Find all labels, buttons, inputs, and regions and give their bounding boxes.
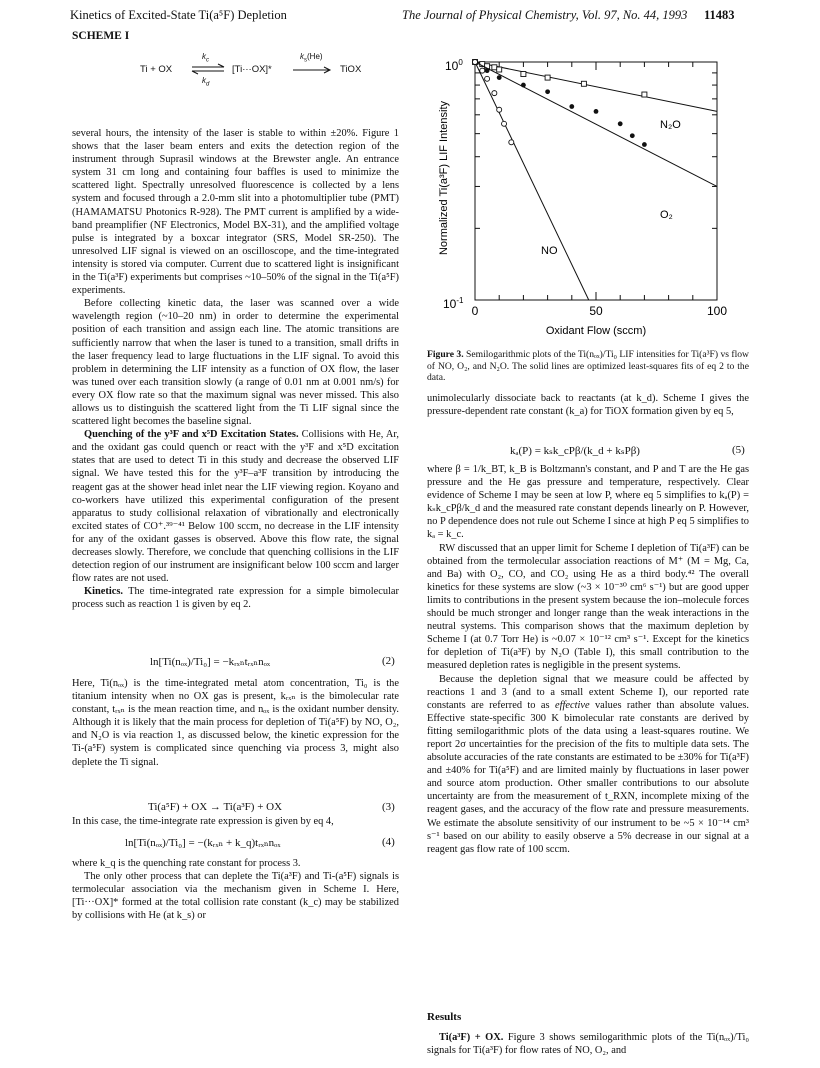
- scheme-product: TiOX: [340, 64, 362, 75]
- scheme-title: SCHEME I: [72, 30, 130, 42]
- paragraph: several hours, the intensity of the laser is stable to within ±20%. Figure 1 shows that the laser beam enters and exits the detection region of the instrument through Suprasil windows at the Brewster angle. An entrance system 31 cm long and containing four baffles is used to minimize the scattered light. Spectrally unresolved fluorescence is collected by a lens system and focused through a 2.0-mm slit into a photomultiplier tube (PMT) (HAMAMATSU Photonics R-928). The PMT current is amplified by a wide-band preamplifier (NF Electronics, Model BX-31), and the amplified voltage pulse is integrated by a boxcar integrator (SRS, Model SR-250). The unresolved LIF signal is viewed on an oscilloscope, and the time-integrated intensity is stored via computer. Current due to scattered light is insignificant in the Ti(a³F) experiments but comprises ~10–50% of the signal in the Ti(a⁵F) experiments.: [72, 128, 399, 297]
- equation-5: kₐ(P) = kₛk_cPβ/(k_d + kₛPβ): [510, 445, 640, 457]
- paragraph: Here, Ti(nₒₓ) is the time-integrated metal atom concentration, Ti₀ is the titanium intensity when no OX gas is present, kᵣₓₙ is the bimolecular rate constant, tᵣₓₙ is the mean reaction time, and nₒₓ is the oxidant number density. Although it is likely that the main process for depletion of Ti(a⁵F) by NO, O₂, and N₂O is via reaction 1, as discussed below, the kinetic expression for the Ti-(a⁵F) system is complicated since quenching via process 3, might also deplete the Ti signal.: [72, 678, 399, 768]
- y-tick-top: $10^0$: [445, 58, 463, 73]
- right-column: [427, 392, 749, 418]
- data-point-no: [502, 121, 507, 126]
- data-point-n2o: [642, 92, 647, 97]
- paragraph: The only other process that can deplete the Ti(a³F) and Ti-(a⁵F) signals is termolecular association via the mechanism given in Scheme I. Here, [Ti···OX]* formed at the total collision rate constant (k_c) may be stabilized by collisions with He (at k_s) or: [72, 871, 399, 922]
- data-point-no: [473, 60, 478, 65]
- right-column-results: [427, 1031, 749, 1057]
- data-point-o2: [521, 83, 526, 88]
- plot-frame: [475, 62, 717, 300]
- figure-3-chart: [415, 40, 745, 340]
- x-tick-100: 100: [706, 304, 728, 318]
- left-column-cont2: [72, 815, 399, 828]
- x-tick-50: 50: [589, 304, 603, 318]
- data-point-no: [509, 140, 514, 145]
- data-point-o2: [545, 89, 550, 94]
- forward-arrow: [292, 65, 332, 75]
- equilibrium-arrow: [190, 63, 226, 75]
- left-column-cont: [72, 677, 399, 769]
- equation-3: Ti(a⁵F) + OX → Ti(a³F) + OX: [148, 801, 283, 813]
- x-axis-label: Oxidant Flow (sccm): [545, 325, 647, 337]
- data-point-o2: [569, 104, 574, 109]
- data-point-o2: [642, 142, 647, 147]
- running-header-journal: The Journal of Physical Chemistry, Vol. 97, No. 44, 1993: [402, 8, 688, 22]
- fit-line-2: [475, 62, 589, 300]
- equation-2-number: (2): [382, 655, 395, 667]
- caption-label: Figure 3.: [427, 349, 464, 360]
- data-point-no: [492, 91, 497, 96]
- data-point-no: [480, 68, 485, 73]
- running-header-left: Kinetics of Excited-State Ti(a⁵F) Depletion: [70, 8, 287, 22]
- scheme-kd: $k_d$: [202, 76, 210, 88]
- data-point-n2o: [497, 67, 502, 72]
- paragraph: In this case, the time-integrate rate expression is given by eq 4,: [72, 816, 334, 827]
- data-point-n2o: [545, 75, 550, 80]
- scheme-complex: [Ti···OX]*: [232, 64, 272, 75]
- scheme-reactants: Ti + OX: [140, 64, 173, 75]
- data-point-no: [485, 76, 490, 81]
- right-column-cont: [427, 463, 749, 856]
- scheme-kc: $k_c$: [202, 52, 209, 64]
- left-column-cont3: [72, 857, 399, 922]
- data-point-n2o: [492, 65, 497, 70]
- figure-caption: Figure 3. Semilogarithmic plots of the Ti(nₒₓ)/Ti₀ LIF intensities for Ti(a³F) vs flow of NO, O₂, and N₂O. The solid lines are optimized least-squares fits of eq 2 to the data.: [427, 349, 749, 384]
- data-point-n2o: [581, 81, 586, 86]
- left-column: [72, 127, 399, 611]
- data-point-o2: [630, 133, 635, 138]
- paragraph: Before collecting kinetic data, the laser was scanned over a wide wavelength region (~10–20 nm) in order to determine the experimental position of each transition and assign each line. The atomic transitions are sufficiently narrow that when the laser is tuned to a transition, small drifts in the laser frequency lead to large fluctuations in the LIF signal. To avoid this problem in determining the LIF intensity as a function of OX flow, the laser was tuned over each transition slowly (a range of 0.01 nm at 0.001 nm/s) for every OX flow rate so that the maximum signal was never missed. This also allows us to distinguish the scattered light from the Ti LIF signal since the scattered light becomes the baseline signal.: [72, 298, 399, 428]
- series-label-o2: O₂: [660, 209, 673, 221]
- series-label-no: NO: [541, 245, 558, 257]
- data-point-n2o: [521, 72, 526, 77]
- results-heading: Results: [427, 1011, 462, 1023]
- paragraph: unimolecularly dissociate back to reactants (at k_d). Scheme I gives the pressure-dependent rate constant (k_a) for TiOX formation given by eq 5,: [427, 393, 749, 418]
- paragraph: Ti(a³F) + OX. Figure 3 shows semilogarithmic plots of the Ti(nₒₓ)/Ti₀ signals for Ti(a³F) for flow rates of NO, O₂, and: [427, 1032, 749, 1057]
- y-tick-bottom: $10^{-1}$: [443, 296, 464, 311]
- equation-4-number: (4): [382, 836, 395, 848]
- data-point-o2: [594, 109, 599, 114]
- x-tick-0: 0: [471, 304, 479, 318]
- paragraph: RW discussed that an upper limit for Scheme I depletion of Ti(a³F) can be obtained from the termolecular association reactions of M⁺ (M = Mg, Ca, and Ba) with O₂, CO, and CO₂ using He as a third body.⁴² The overall kinetics for these systems are slow (~3 × 10⁻³⁰ cm⁶ s⁻¹) but are good upper limits to contributions in the present system because the ion–molecule forces should be much stronger and longer range than the weak interactions in the neutral systems. This comparison shows that the maximum depletion by Scheme I (at 0.7 Torr He) is ~0.07 × 10⁻¹² cm³ s⁻¹. Except for the kinetics for depletion of Ti(a³F) by N₂O (Table I), this small contribution to the measured depletion rates is negligible in the present systems.: [427, 542, 749, 672]
- equation-5-number: (5): [732, 444, 745, 456]
- paragraph: Kinetics. The time-integrated rate expression for a simple bimolecular process such as reaction 1 is given by eq 2.: [72, 586, 399, 611]
- paragraph: where k_q is the quenching rate constant for process 3.: [72, 858, 301, 869]
- data-point-no: [497, 107, 502, 112]
- paragraph: Because the depletion signal that we measure could be affected by reactions 1 and 3 (and to a small extent Scheme I), our reported rate constants are referred to as effective values rather than absolute values. Effective state-specific 300 K bimolecular rate constants are derived by fitting semilogarithmic plots of the data using a least-squares routine. We report 2σ uncertainties for the precision of the fits to multiple data sets. The absolute accuracies of the rate constants are estimated to be ±30% for Ti(a³F) and ±40% for Ti(a⁵F) and are limited mainly by fluctuations in laser power and source atom production. Other smaller contributions to our absolute uncertainty are from the measurement of t_RXN, incomplete mixing of the reagent gases, and the accuracy of the flow rate and pressure measurements. We estimate the absolute sensitivity of our instrument to be ~5 × 10⁻¹⁴ cm³ s⁻¹ based on our ability to easily observe a 5% decrease in our signal at a reagent gas flow rate of 100 sccm.: [427, 673, 750, 855]
- data-point-o2: [497, 75, 502, 80]
- series-label-n2o: N₂O: [660, 119, 681, 131]
- equation-4: ln[Ti(nₒₓ)/Ti₀] = −(kᵣₓₙ + k_q)tᵣₓₙnₒₓ: [125, 837, 281, 849]
- data-point-o2: [485, 68, 490, 73]
- data-point-o2: [618, 121, 623, 126]
- equation-3-number: (3): [382, 801, 395, 813]
- paragraph: Quenching of the y³F and x⁵D Excitation States. Collisions with He, Ar, and the oxidant gas could quench or react with the y³F and x⁵D excitation states that are used to detect Ti in this study and decrease the observed LIF signal. We have tested this for the y³F–a³F transition by introducing the reagent gas at the shower head inlet near the LIF viewing region. Koyano and co-workers have utilized this experimental configuration of the present apparatus to study collisional relaxation of vibrationally and electronically excited states of CO⁺.³⁹⁻⁴¹ Below 100 sccm, no decrease in the LIF intensity for any of the oxidant gasses is observed. Above this flow rate, the signal decreases slowly. Therefore, we conclude that quenching collisions in the LIF detection region of our instrument are insignificant below 100 sccm and larger flow rates are not used.: [72, 429, 399, 585]
- y-axis-label: Normalized Ti(a³F) LIF Intensity: [438, 100, 450, 256]
- scheme-ks: $k_s(He)$: [300, 52, 323, 64]
- equation-2: ln[Ti(nₒₓ)/Ti₀] = −kᵣₓₙtᵣₓₙnₒₓ: [150, 656, 271, 668]
- page-number: 11483: [704, 8, 735, 22]
- plot-area: [473, 60, 718, 301]
- scheme-equation: [140, 52, 400, 92]
- paragraph: where β = 1/k_BT, k_B is Boltzmann's constant, and P and T are the He gas pressure and the He gas pressure and temperature, respectively. Clear evidence of Scheme I may be seen at low P, where eq 5 simplifies to kₐ(P) = kₛk_cPβ/k_d and the measured rate constant depends linearly on P. However, no P dependence does not rule out Scheme I since at high P eq 5 simplifies to kₐ = k_c.: [427, 464, 749, 541]
